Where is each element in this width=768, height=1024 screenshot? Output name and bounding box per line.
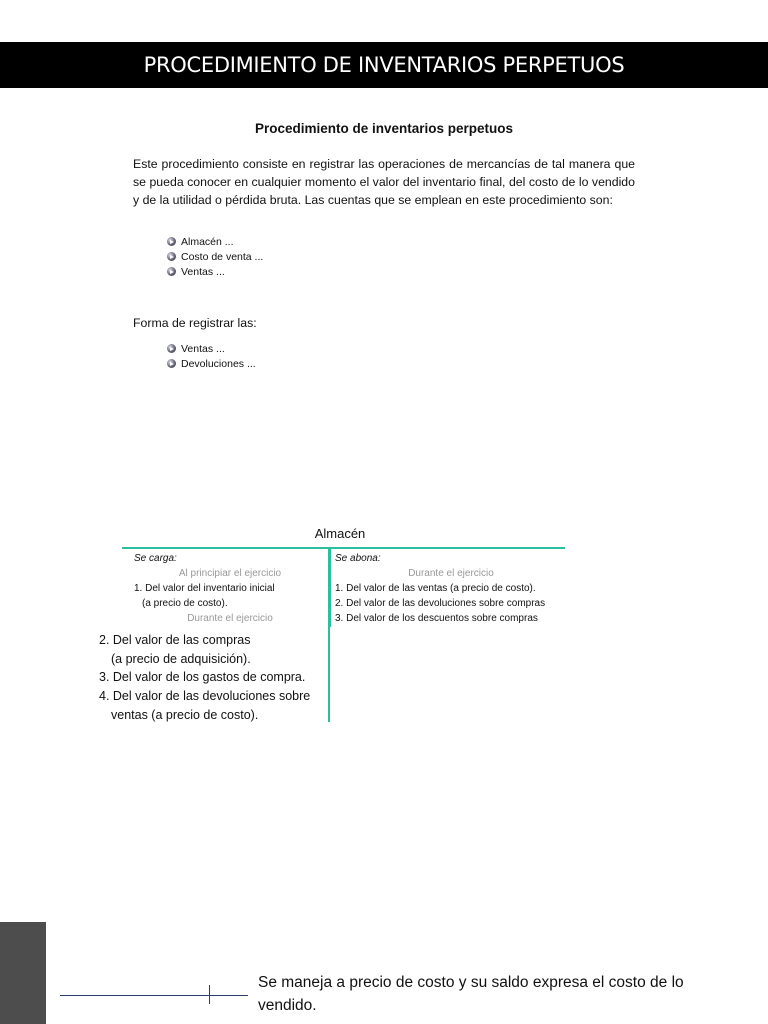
- t-account-vertical-inner-line: [330, 547, 331, 627]
- t-account-horizontal-line: [122, 547, 565, 549]
- debit-item: 1. Del valor del inventario inicial: [134, 583, 275, 594]
- arrow-bullet-icon: [167, 344, 176, 353]
- slide-side-block: [0, 922, 46, 1024]
- slide-title-bar: [0, 42, 768, 88]
- connector-line: [60, 995, 248, 996]
- list-item: Costo de venta ...: [167, 249, 263, 264]
- credit-column: [335, 551, 567, 626]
- debit-header: Se carga:: [134, 553, 177, 564]
- document-heading: Procedimiento de inventarios perpetuos: [254, 121, 514, 136]
- arrow-bullet-icon: [167, 267, 176, 276]
- register-subheading: Forma de registrar las:: [133, 316, 257, 330]
- debit-item: 3. Del valor de los gastos de compra.: [99, 670, 306, 685]
- slide-title: PROCEDIMIENTO DE INVENTARIOS PERPETUOS: [143, 53, 625, 77]
- credit-item: 1. Del valor de las ventas (a precio de costo).: [335, 583, 536, 594]
- balance-note: Se maneja a precio de costo y su saldo expresa el costo de lo vendido.: [258, 974, 684, 1014]
- intro-paragraph: Este procedimiento consiste en registrar las operaciones de mercancías de tal manera que se pueda conocer en cualquier momento el valor del inventario final, del costo de lo vendido y de la utilidad o pérdida bruta. Las cuentas que se emplean en este procedimiento son:: [133, 157, 635, 207]
- list-item: Ventas ...: [167, 341, 256, 356]
- debit-column: [134, 551, 326, 626]
- period-label: Durante el ejercicio: [187, 613, 273, 624]
- period-label: Al principiar el ejercicio: [178, 568, 282, 579]
- list-item: Devoluciones ...: [167, 356, 256, 371]
- debit-item-continued: (a precio de costo).: [142, 598, 228, 609]
- debit-item-continued: (a precio de adquisición).: [111, 651, 251, 666]
- debit-item: 4. Del valor de las devoluciones sobre: [99, 689, 311, 704]
- arrow-bullet-icon: [167, 359, 176, 368]
- period-label: Durante el ejercicio: [408, 568, 494, 579]
- list-item: Almacén ...: [167, 234, 263, 249]
- accounts-list: [167, 234, 263, 279]
- arrow-bullet-icon: [167, 252, 176, 261]
- credit-item: 2. Del valor de las devoluciones sobre compras: [335, 598, 546, 609]
- credit-header: Se abona:: [335, 553, 381, 564]
- connector-tick: [209, 985, 210, 1004]
- debit-item: 2. Del valor de las compras: [99, 633, 251, 647]
- t-account-title: Almacén: [314, 526, 366, 541]
- debit-item-continued: ventas (a precio de costo).: [111, 707, 259, 722]
- arrow-bullet-icon: [167, 237, 176, 246]
- debit-items-enlarged: [99, 631, 339, 725]
- register-forms-list: [167, 341, 256, 371]
- list-item: Ventas ...: [167, 264, 263, 279]
- credit-item: 3. Del valor de los descuentos sobre compras: [335, 613, 538, 624]
